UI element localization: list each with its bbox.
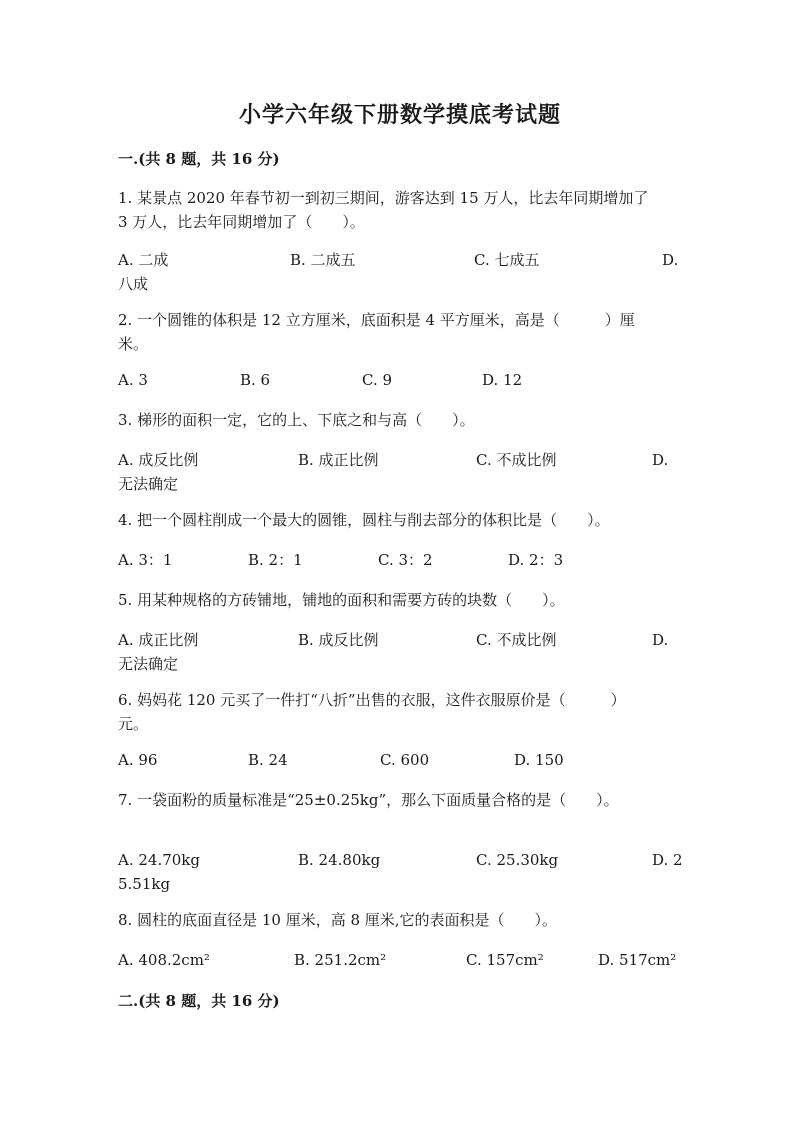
option-a: A. 96 [118,751,158,769]
question-text-line: 米。 [118,335,149,353]
question-text-line: 3 万人，比去年同期增加了（ ）。 [118,213,365,231]
page-title: 小学六年级下册数学摸底考试题 [238,102,561,128]
question-4 [118,508,678,532]
option-wrap: 无法确定 [118,475,179,493]
question-7 [118,788,678,812]
option-b: B. 成正比例 [298,451,379,469]
option-a: A. 成反比例 [118,451,199,469]
option-wrap: 5.51kg [118,875,171,893]
option-c: C. 3：2 [378,551,433,569]
question-3 [118,408,678,432]
option-a: A. 成正比例 [118,631,199,649]
option-a: A. 24.70kg [118,851,201,869]
question-2 [118,308,678,356]
option-a: A. 408.2cm² [118,951,210,969]
question-text-line: 7. 一袋面粉的质量标准是“25±0.25kg”，那么下面质量合格的是（ ）。 [118,791,619,809]
option-b: B. 24.80kg [298,851,381,869]
option-b: B. 二成五 [290,251,356,269]
question-text-line: 1. 某景点 2020 年春节初一到初三期间，游客达到 15 万人，比去年同期增加了 [118,189,649,207]
option-c: C. 不成比例 [476,631,557,649]
option-c: C. 七成五 [474,251,540,269]
question-text-line: 5. 用某种规格的方砖铺地，铺地的面积和需要方砖的块数（ ）。 [118,591,565,609]
option-d: D. 150 [514,751,564,769]
option-d: D. 12 [482,371,523,389]
option-a: A. 3：1 [118,551,173,569]
option-d: D. 517cm² [598,951,677,969]
option-d: D. [662,251,679,269]
option-b: B. 251.2cm² [294,951,387,969]
option-d: D. [652,451,669,469]
option-d: D. 2：3 [508,551,564,569]
question-1 [118,186,678,234]
option-b: B. 24 [248,751,288,769]
question-8 [118,908,678,932]
question-text-line: 4. 把一个圆柱削成一个最大的圆锥，圆柱与削去部分的体积比是（ ）。 [118,511,610,529]
option-wrap: 无法确定 [118,655,179,673]
option-wrap: 八成 [118,275,149,293]
option-d: D. [652,631,669,649]
option-c: C. 25.30kg [476,851,559,869]
option-d: D. 2 [652,851,683,869]
question-6 [118,688,678,736]
section-heading-1: 一.(共 8 题，共 16 分) [118,150,280,168]
option-b: B. 成反比例 [298,631,379,649]
question-text-line: 元。 [118,715,149,733]
option-a: A. 二成 [118,251,169,269]
question-text-line: 3. 梯形的面积一定，它的上、下底之和与高（ ）。 [118,411,475,429]
option-c: C. 600 [380,751,430,769]
option-c: C. 9 [362,371,393,389]
option-c: C. 157cm² [466,951,544,969]
section-heading-2: 二.(共 8 题，共 16 分) [118,992,280,1010]
option-b: B. 2：1 [248,551,303,569]
question-text-line: 6. 妈妈花 120 元买了一件打“八折”出售的衣服，这件衣服原价是（ ） [118,691,626,709]
question-5 [118,588,678,612]
question-text-line: 2. 一个圆锥的体积是 12 立方厘米，底面积是 4 平方厘米，高是（ ）厘 [118,311,635,329]
question-text-line: 8. 圆柱的底面直径是 10 厘米，高 8 厘米,它的表面积是（ ）。 [118,911,558,929]
option-c: C. 不成比例 [476,451,557,469]
option-b: B. 6 [240,371,271,389]
option-a: A. 3 [118,371,148,389]
